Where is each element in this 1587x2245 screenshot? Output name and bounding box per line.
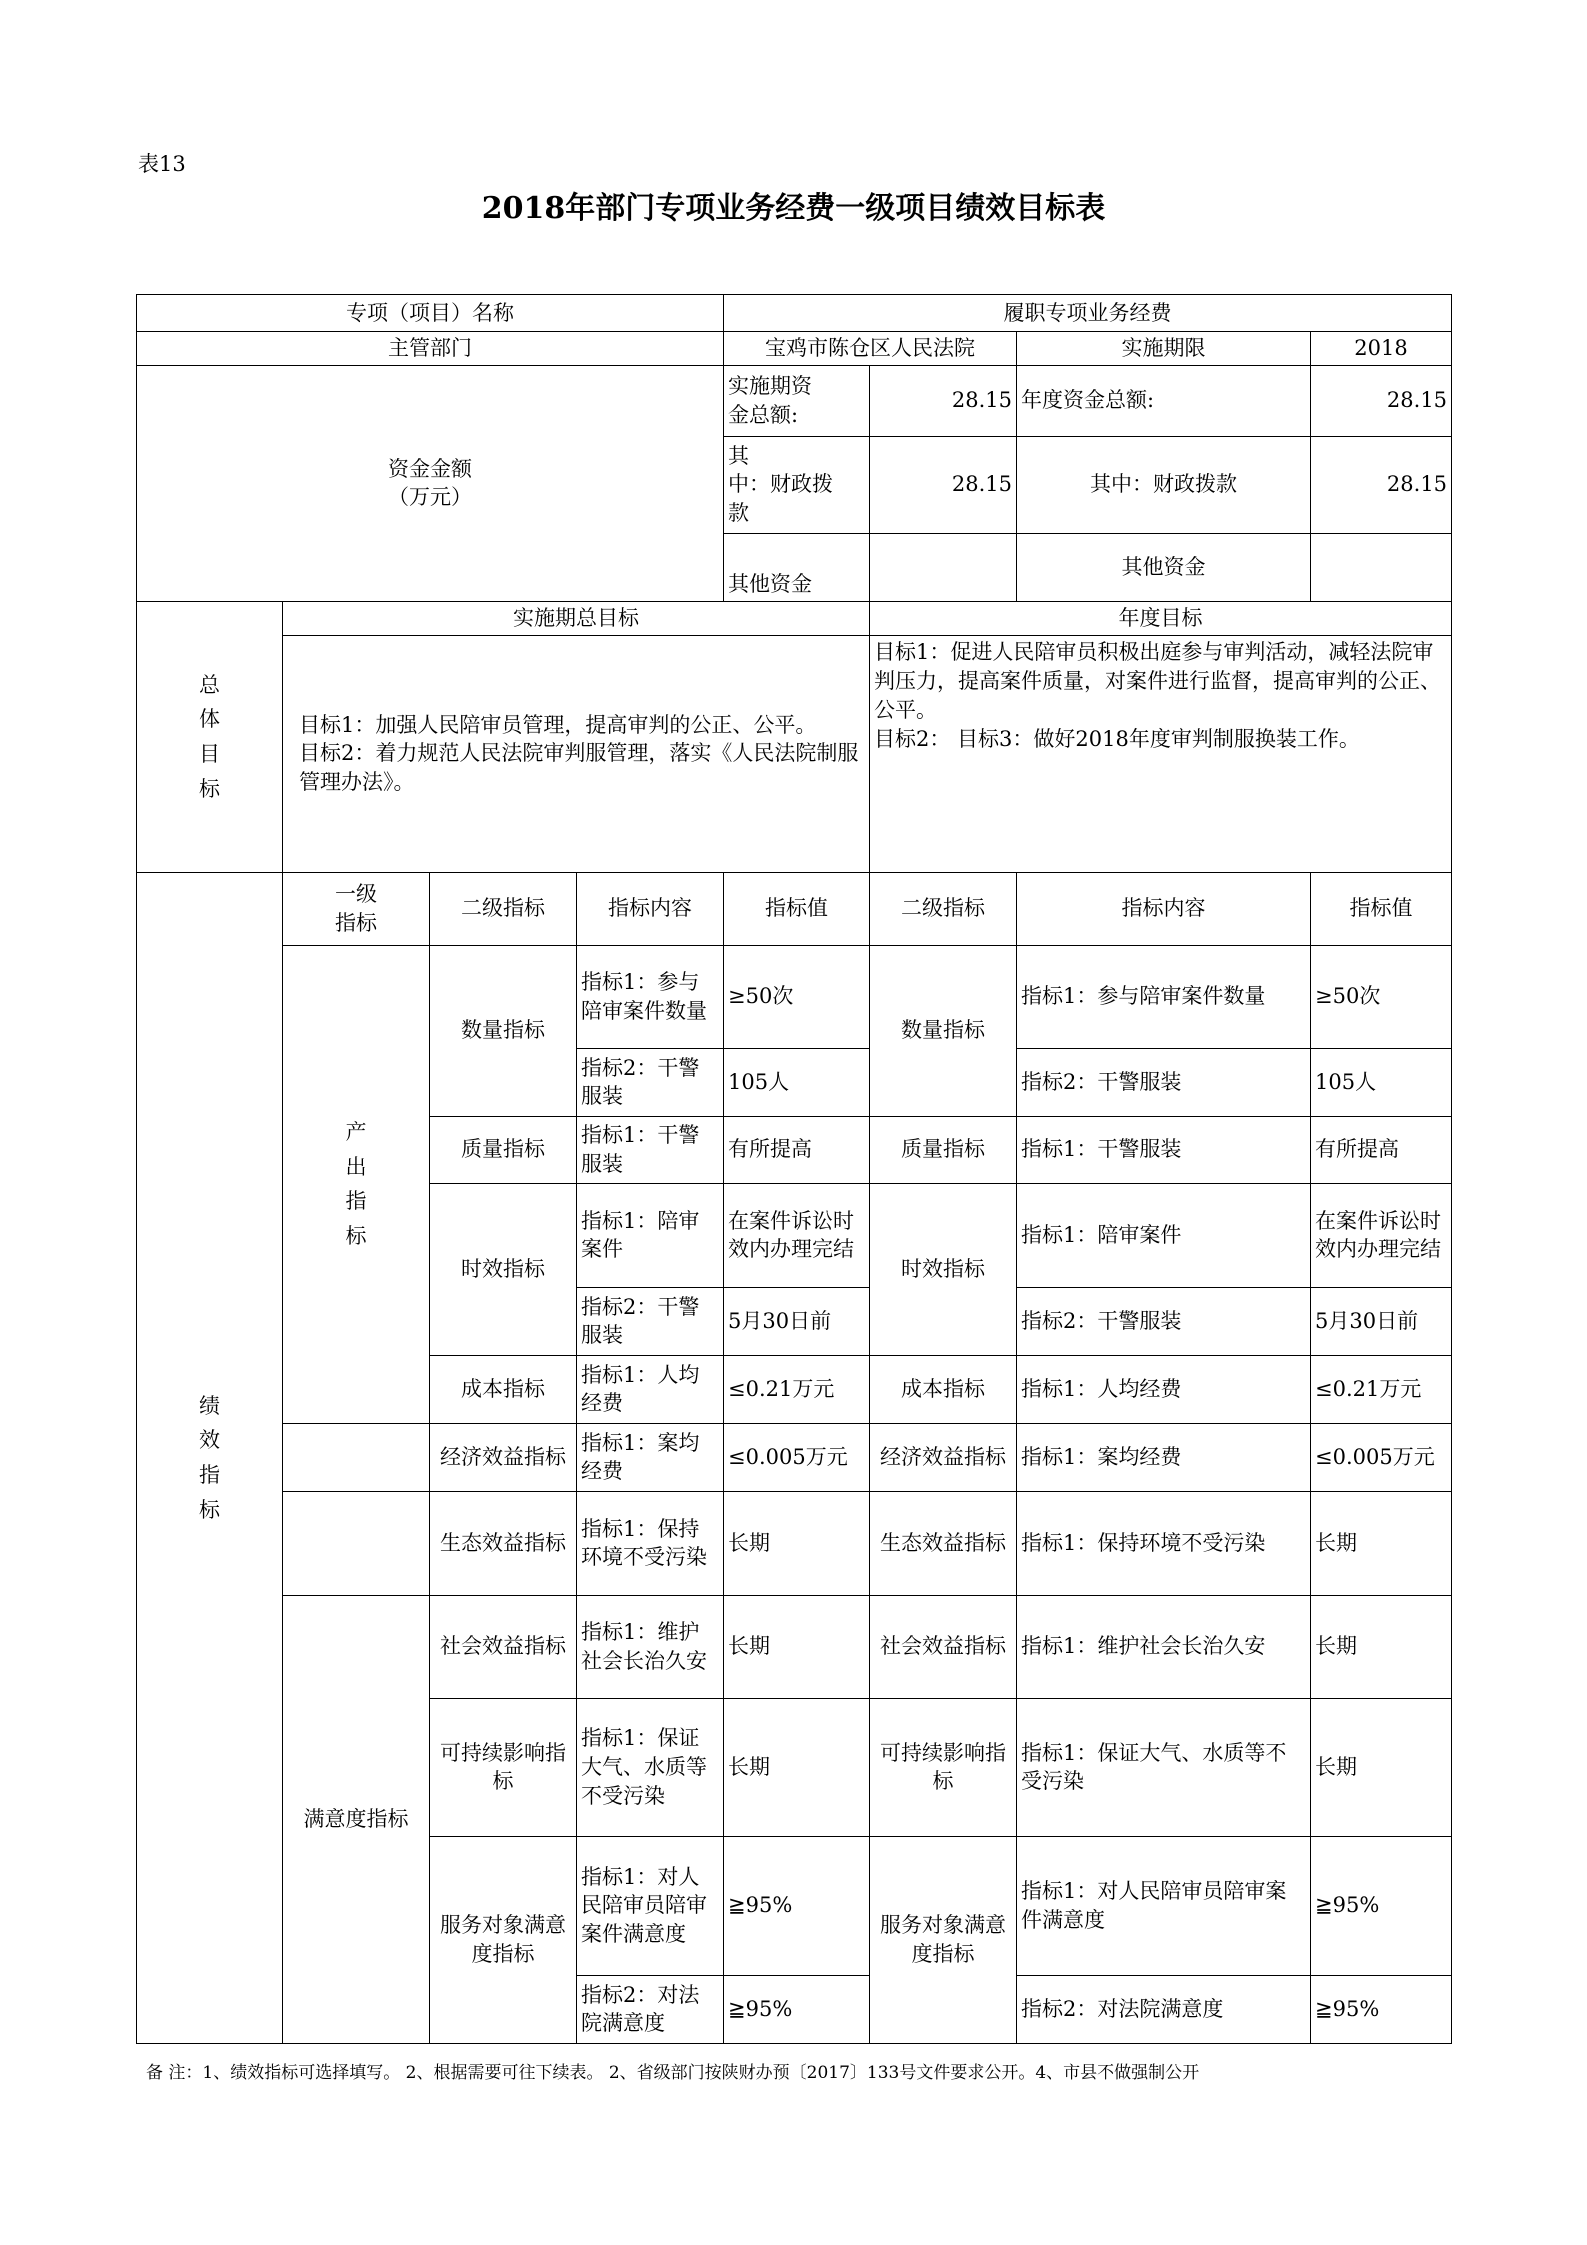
content-cell-annual: 指标1：维护社会长治久安 bbox=[1017, 1595, 1311, 1698]
level2-cell: 生态效益指标 bbox=[430, 1491, 577, 1595]
value-cell: ≤0.21万元 bbox=[724, 1355, 870, 1423]
level2-cell-annual: 服务对象满意度指标 bbox=[870, 1836, 1017, 2043]
project-name: 履职专项业务经费 bbox=[724, 295, 1452, 332]
footnote: 备 注：1、绩效指标可选择填写。 2、根据需要可往下续表。 2、省级部门按陕财办预〔2017〕133号文件要求公开。4、市县不做强制公开 bbox=[146, 2063, 1200, 2083]
value-cell-annual: ≥50次 bbox=[1311, 945, 1452, 1048]
satisfaction-indicator-label: 满意度指标 bbox=[283, 1595, 430, 2043]
content-cell-annual: 指标1：保证大气、水质等不受污染 bbox=[1017, 1698, 1311, 1836]
level1-empty-cell bbox=[283, 1423, 430, 1491]
level2-cell-annual: 可持续影响指标 bbox=[870, 1698, 1017, 1836]
content-cell-annual: 指标1：对人民陪审员陪审案件满意度 bbox=[1017, 1836, 1311, 1975]
header-content-annual: 指标内容 bbox=[1017, 872, 1311, 945]
level2-cell-annual: 成本指标 bbox=[870, 1355, 1017, 1423]
header-level2-annual: 二级指标 bbox=[870, 872, 1017, 945]
content-cell-annual: 指标1：干警服装 bbox=[1017, 1116, 1311, 1183]
page-title: 2018年部门专项业务经费一级项目绩效目标表 bbox=[481, 191, 1106, 226]
performance-indicator-label: 绩效指标 bbox=[137, 872, 283, 2043]
level2-cell: 经济效益指标 bbox=[430, 1423, 577, 1491]
level2-cell: 时效指标 bbox=[430, 1183, 577, 1355]
other-fund-label: 其他资金 bbox=[724, 533, 870, 601]
overall-goal-label: 总体目标 bbox=[137, 601, 283, 872]
performance-table bbox=[136, 294, 1452, 2044]
content-cell: 指标1：案均经费 bbox=[577, 1423, 724, 1491]
header-value-annual: 指标值 bbox=[1311, 872, 1452, 945]
content-cell-annual: 指标2：对法院满意度 bbox=[1017, 1975, 1311, 2043]
level2-cell-annual: 时效指标 bbox=[870, 1183, 1017, 1355]
value-cell: ≤0.005万元 bbox=[724, 1423, 870, 1491]
content-cell: 指标2：干警服装 bbox=[577, 1287, 724, 1355]
value-cell-annual: 长期 bbox=[1311, 1595, 1452, 1698]
value-cell: 长期 bbox=[724, 1698, 870, 1836]
content-cell: 指标1：干警服装 bbox=[577, 1116, 724, 1183]
total-fund-label: 实施期资 金总额: bbox=[724, 365, 870, 436]
value-cell-annual: ≤0.21万元 bbox=[1311, 1355, 1452, 1423]
annual-total-value: 28.15 bbox=[1311, 365, 1452, 436]
fund-amount-label: 资金金额 （万元） bbox=[137, 365, 724, 601]
header-value: 指标值 bbox=[724, 872, 870, 945]
content-cell-annual: 指标2：干警服装 bbox=[1017, 1048, 1311, 1116]
department: 宝鸡市陈仓区人民法院 bbox=[724, 332, 1017, 366]
content-cell: 指标1：对人民陪审员陪审案件满意度 bbox=[577, 1836, 724, 1975]
content-cell-annual: 指标1：人均经费 bbox=[1017, 1355, 1311, 1423]
annual-goal-text: 目标1：促进人民陪审员积极出庭参与审判活动，减轻法院审判压力，提高案件质量，对案件进行监督，提高审判的公正、公平。 目标2： 目标3：做好2018年度审判制服换装工作。 bbox=[870, 635, 1452, 872]
content-cell: 指标1：维护社会长治久安 bbox=[577, 1595, 724, 1698]
content-cell-annual: 指标1：案均经费 bbox=[1017, 1423, 1311, 1491]
content-cell: 指标1：陪审案件 bbox=[577, 1183, 724, 1287]
level2-cell: 服务对象满意度指标 bbox=[430, 1836, 577, 2043]
value-cell: ≧95% bbox=[724, 1836, 870, 1975]
header-content: 指标内容 bbox=[577, 872, 724, 945]
header-level1: 一级 指标 bbox=[283, 872, 430, 945]
value-cell-annual: 有所提高 bbox=[1311, 1116, 1452, 1183]
level2-cell: 质量指标 bbox=[430, 1116, 577, 1183]
value-cell-annual: 长期 bbox=[1311, 1698, 1452, 1836]
content-cell: 指标1：人均经费 bbox=[577, 1355, 724, 1423]
content-cell-annual: 指标1：参与陪审案件数量 bbox=[1017, 945, 1311, 1048]
period-goal-label: 实施期总目标 bbox=[283, 601, 870, 635]
level2-cell: 成本指标 bbox=[430, 1355, 577, 1423]
value-cell: 5月30日前 bbox=[724, 1287, 870, 1355]
level2-cell-annual: 数量指标 bbox=[870, 945, 1017, 1116]
level2-cell-annual: 经济效益指标 bbox=[870, 1423, 1017, 1491]
level2-cell-annual: 生态效益指标 bbox=[870, 1491, 1017, 1595]
header-level2: 二级指标 bbox=[430, 872, 577, 945]
other-fund-value bbox=[870, 533, 1017, 601]
content-cell: 指标1：保持环境不受污染 bbox=[577, 1491, 724, 1595]
output-indicator-label: 产出指标 bbox=[283, 945, 430, 1423]
fiscal-fund-label: 其 中：财政拨 款 bbox=[724, 436, 870, 533]
content-cell: 指标2：对法院满意度 bbox=[577, 1975, 724, 2043]
level2-cell-annual: 社会效益指标 bbox=[870, 1595, 1017, 1698]
value-cell: 105人 bbox=[724, 1048, 870, 1116]
annual-total-label: 年度资金总额: bbox=[1017, 365, 1311, 436]
period-value: 2018 bbox=[1311, 332, 1452, 366]
value-cell: ≧95% bbox=[724, 1975, 870, 2043]
period-goal-text: 目标1：加强人民陪审员管理，提高审判的公正、公平。 目标2：着力规范人民法院审判服管理，落实《人民法院制服管理办法》。 bbox=[283, 635, 870, 872]
value-cell-annual: ≧95% bbox=[1311, 1975, 1452, 2043]
content-cell: 指标2：干警服装 bbox=[577, 1048, 724, 1116]
level2-cell: 可持续影响指标 bbox=[430, 1698, 577, 1836]
content-cell: 指标1：保证大气、水质等不受污染 bbox=[577, 1698, 724, 1836]
annual-fiscal-value: 28.15 bbox=[1311, 436, 1452, 533]
value-cell: 有所提高 bbox=[724, 1116, 870, 1183]
fiscal-fund-value: 28.15 bbox=[870, 436, 1017, 533]
content-cell: 指标1：参与陪审案件数量 bbox=[577, 945, 724, 1048]
total-fund-value: 28.15 bbox=[870, 365, 1017, 436]
value-cell-annual: 5月30日前 bbox=[1311, 1287, 1452, 1355]
value-cell-annual: 105人 bbox=[1311, 1048, 1452, 1116]
level2-cell: 数量指标 bbox=[430, 945, 577, 1116]
department-label: 主管部门 bbox=[137, 332, 724, 366]
value-cell-annual: 长期 bbox=[1311, 1491, 1452, 1595]
level1-empty-cell bbox=[283, 1491, 430, 1595]
table-number: 表13 bbox=[138, 152, 186, 176]
value-cell: 长期 bbox=[724, 1595, 870, 1698]
value-cell: 在案件诉讼时效内办理完结 bbox=[724, 1183, 870, 1287]
value-cell: 长期 bbox=[724, 1491, 870, 1595]
content-cell-annual: 指标1：陪审案件 bbox=[1017, 1183, 1311, 1287]
value-cell: ≥50次 bbox=[724, 945, 870, 1048]
period-label: 实施期限 bbox=[1017, 332, 1311, 366]
annual-other-label: 其他资金 bbox=[1017, 533, 1311, 601]
annual-fiscal-label: 其中：财政拨款 bbox=[1017, 436, 1311, 533]
content-cell-annual: 指标1：保持环境不受污染 bbox=[1017, 1491, 1311, 1595]
level2-cell: 社会效益指标 bbox=[430, 1595, 577, 1698]
content-cell-annual: 指标2：干警服装 bbox=[1017, 1287, 1311, 1355]
project-name-label: 专项（项目）名称 bbox=[137, 295, 724, 332]
annual-other-value bbox=[1311, 533, 1452, 601]
level2-cell-annual: 质量指标 bbox=[870, 1116, 1017, 1183]
annual-goal-label: 年度目标 bbox=[870, 601, 1452, 635]
value-cell-annual: ≧95% bbox=[1311, 1836, 1452, 1975]
value-cell-annual: ≤0.005万元 bbox=[1311, 1423, 1452, 1491]
value-cell-annual: 在案件诉讼时效内办理完结 bbox=[1311, 1183, 1452, 1287]
